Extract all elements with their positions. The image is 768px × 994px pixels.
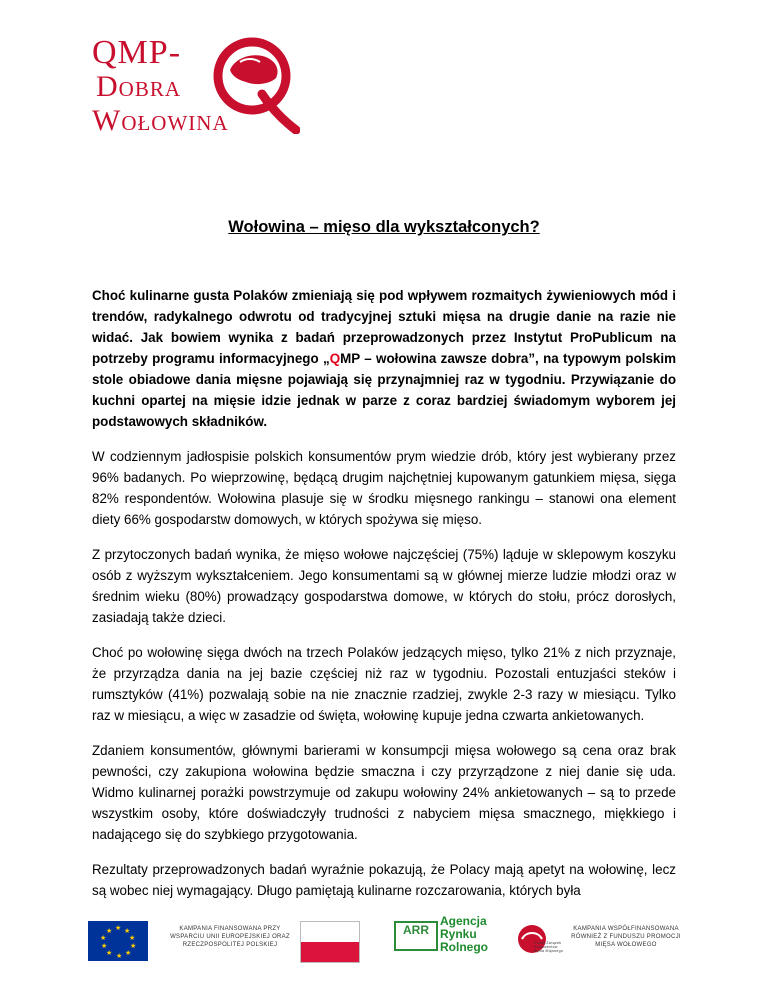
logo-line-1: QMP-: [92, 34, 182, 71]
paragraph: Rezultaty przeprowadzonych badań wyraźnie pokazują, że Polacy mają apetyt na wołowinę, lecz są wobec niej wymagający. Długo pamiętają kulinarne rozczarowania, których była: [92, 862, 676, 898]
eu-flag-icon: ★ ★ ★ ★ ★ ★ ★ ★ ★ ★: [88, 921, 148, 961]
paragraph: Choć po wołowinę sięga dwóch na trzech Polaków jedzących mięso, tylko 21% z nich przyznaje, że przyrządza dania na jej bazie częściej niż raz w tygodniu. Pozostali entuzjaści steków i rumsztyków (41%) pozwalają sobie na nie znacznie rzadziej, zwykle 2-3 razy w miesiącu. Tylko raz w miesiącu, a więc w zasadzie od święta, wołowinę kupuje jedna czwarta ankietowanych.: [92, 645, 676, 723]
lead-text-start: Choć kulinarne gusta Polaków zmieniają się pod wpływem rozmaitych żywieniowych mód i trendów, radykalnego odwrotu od tradycyjnej sztuki mięsa na drugie danie na razie nie widać. Jak bowiem wynika z badań przeprowadzonych przez Instytut ProPublicum na potrzeby programu informacyjnego „: [92, 288, 676, 366]
pzpbm-logo: [512, 921, 564, 971]
article-body: [92, 285, 676, 915]
page-title: Wołowina – mięso dla wykształconych?: [228, 218, 540, 236]
logo-q-emblem-icon: [210, 34, 300, 134]
poland-flag-icon: [300, 921, 360, 963]
cofinance-text: KAMPANIA WSPÓŁFINANSOWANA RÓWNIEŻ Z FUNDUSZU PROMOCJI MIĘSA WOŁOWEGO: [571, 926, 681, 948]
paragraph: W codziennym jadłospisie polskich konsumentów prym wiedzie drób, który jest wybierany przez 96% badanych. Po wieprzowinę, będącą drugim najchętniej kupowanym gatunkiem mięsa, sięga 82% respondentów. Wołowina plasuje się w środku mięsnego rankingu – stanowi ona element diety 66% gospodarstw domowych, w których spożywa się mięso.: [92, 449, 676, 527]
logo-line-2: Dobra: [96, 70, 182, 103]
pzpbm-text: Polski Związek Producentów Bydła Mięsnego: [534, 941, 564, 953]
arr-logo: [394, 915, 498, 973]
arr-name: Agencja Rynku Rolnego: [440, 914, 488, 954]
sponsor-footer: [88, 913, 688, 985]
lead-text-end: MP – wołowina zawsze dobra”, na typowym polskim stole obiadowe dania mięsne pojawiają się przynajmniej raz w tygodniu. Przywiązanie do kuchni opartej na mięsie idzie jednak w parze z coraz bardziej świadomym wyborem jej podstawowych składników.: [92, 351, 676, 429]
lead-q-letter: Q: [329, 351, 341, 366]
eu-funding-text: KAMPANIA FINANSOWANA PRZY WSPARCIU UNII EUROPEJSKIEJ ORAZ RZECZPOSPOLITEJ POLSKIEJ: [170, 926, 290, 948]
qmp-logo: [92, 30, 292, 150]
paragraph: Zdaniem konsumentów, głównymi barierami w konsumpcji mięsa wołowego są cena oraz brak pewności, czy zakupiona wołowina będzie smaczna i czy przyrządzone z niej danie się uda. Widmo kulinarnej porażki powstrzymuje od zakupu wołowiny 24% ankietowanych – są to przede wszystkim osoby, które doświadczyły trudności z nabyciem mięsa smacznego, miękkiego i nadającego się do szybkiego przygotowania.: [92, 743, 676, 842]
logo-line-3: Wołowina: [92, 104, 229, 137]
lead-paragraph: [92, 285, 676, 432]
paragraph: Z przytoczonych badań wynika, że mięso wołowe najczęściej (75%) ląduje w sklepowym koszyku osób z wyższym wykształceniem. Jego konsumentami są w głównej mierze ludzie młodzi oraz w średnim wieku (80%) prowadzący gospodarstwa domowe, w których do stołu, prócz dorosłych, zasiadają także dzieci.: [92, 547, 676, 625]
arr-abbr: ARR: [394, 921, 438, 951]
